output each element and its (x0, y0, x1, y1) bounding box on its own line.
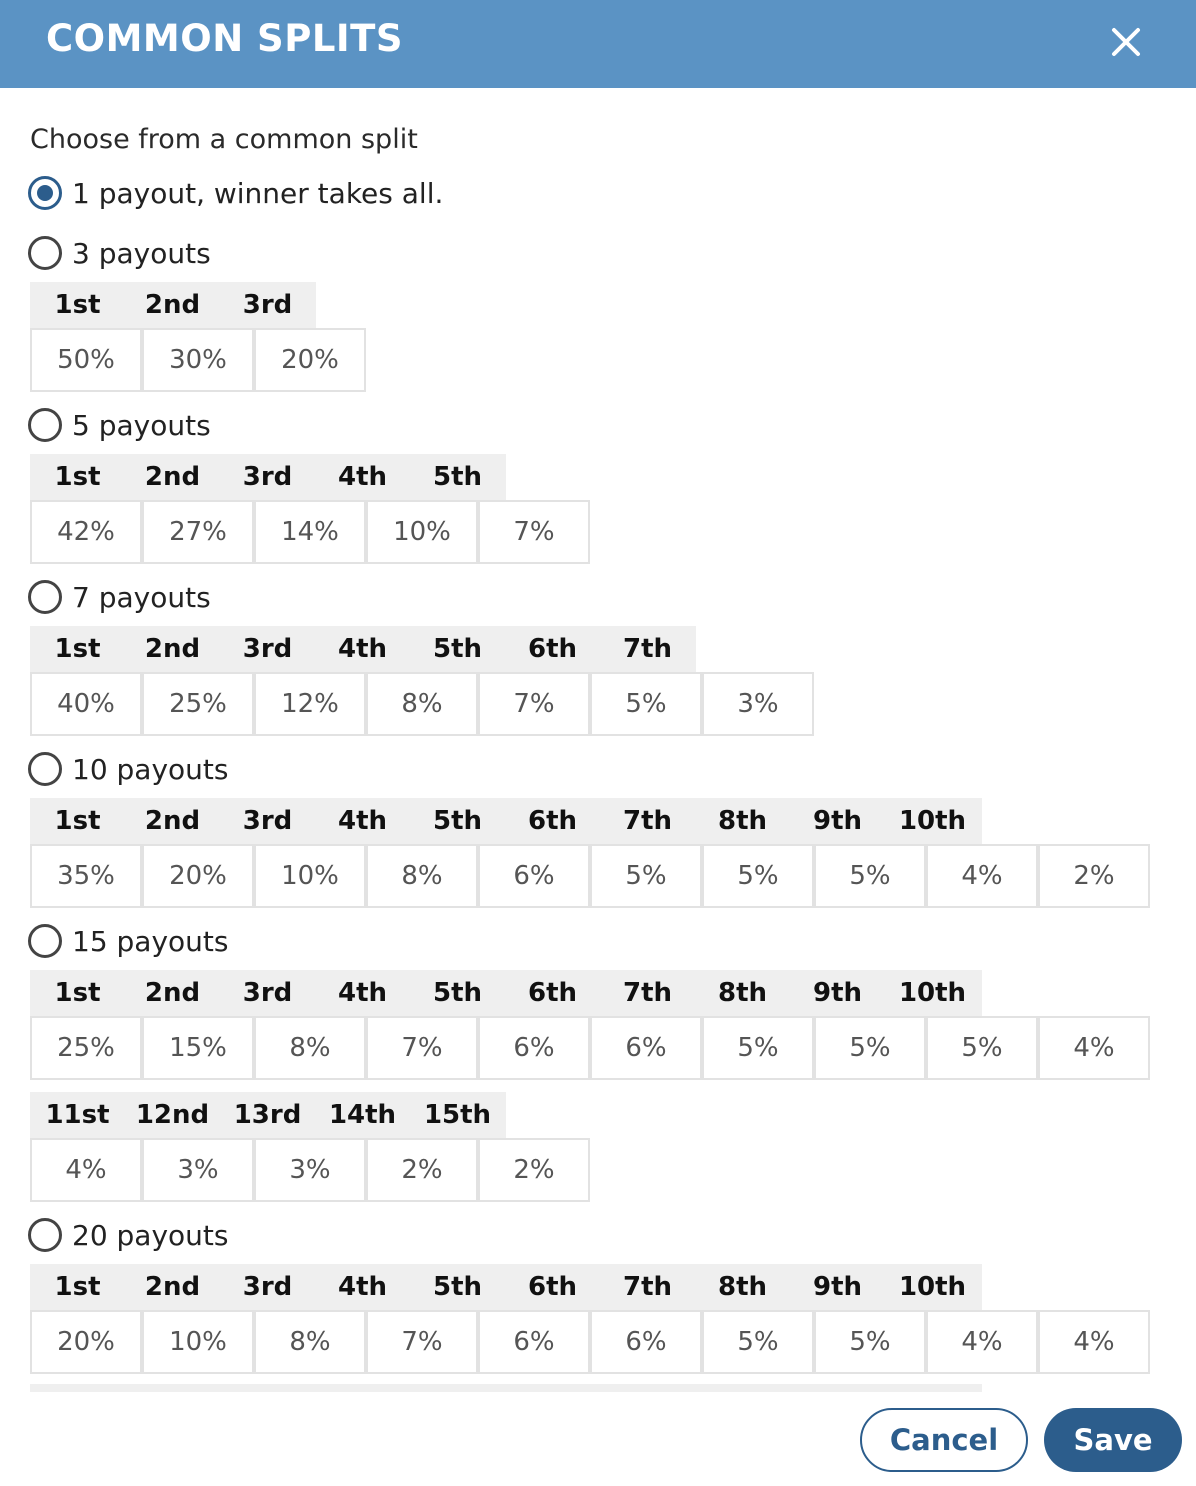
payout-place-header: 4th (337, 978, 388, 1008)
payout-header-row (30, 454, 506, 500)
payout-table (30, 454, 590, 564)
payout-place-header: 9th (812, 806, 863, 836)
payout-percent-cell: 3% (142, 1138, 254, 1202)
payout-place-header: 2nd (144, 978, 201, 1008)
payout-place-header: 1st (54, 806, 101, 836)
payout-place-header: 15th (423, 1100, 492, 1130)
payout-place-header: 6th (527, 634, 578, 664)
payout-place-header: 2nd (144, 634, 201, 664)
payout-percent-cell: 4% (30, 1138, 142, 1202)
payout-percent-cell: 4% (926, 1310, 1038, 1374)
payout-percent-cell: 6% (590, 1310, 702, 1374)
payout-place-header: 6th (527, 978, 578, 1008)
payout-percent-cell: 4% (926, 844, 1038, 908)
payout-header-row (30, 798, 982, 844)
close-icon[interactable] (1104, 20, 1148, 64)
payout-percent-cell: 20% (142, 844, 254, 908)
payout-percent-cell: 35% (30, 844, 142, 908)
payout-place-header: 4th (337, 1272, 388, 1302)
payout-place-header: 3rd (242, 1272, 293, 1302)
payout-percent-cell: 50% (30, 328, 142, 392)
payout-place-header: 2nd (144, 462, 201, 492)
payout-value-row (30, 1310, 1150, 1374)
payout-percent-cell: 12% (254, 672, 366, 736)
payout-place-header: 5th (432, 978, 483, 1008)
split-option-0[interactable] (28, 172, 443, 214)
payout-place-header: 10th (898, 1272, 967, 1302)
payout-place-header: 6th (527, 1272, 578, 1302)
payout-place-header: 10th (898, 806, 967, 836)
payout-place-header: 5th (432, 462, 483, 492)
payout-place-header: 3rd (242, 634, 293, 664)
payout-table (30, 970, 1150, 1080)
payout-place-header: 8th (717, 1272, 768, 1302)
dialog-title: COMMON SPLITS (46, 17, 404, 60)
payout-place-header: 2nd (144, 806, 201, 836)
payout-percent-cell: 2% (1038, 844, 1150, 908)
split-option-6[interactable] (28, 1214, 228, 1256)
payout-percent-cell: 8% (366, 844, 478, 908)
payout-percent-cell: 10% (366, 500, 478, 564)
split-option-4[interactable] (28, 748, 228, 790)
radio-button[interactable] (28, 176, 62, 210)
payout-percent-cell: 20% (254, 328, 366, 392)
split-option-1[interactable] (28, 232, 211, 274)
radio-button[interactable] (28, 924, 62, 958)
payout-percent-cell: 6% (590, 1016, 702, 1080)
payout-percent-cell: 8% (254, 1310, 366, 1374)
payout-value-row (30, 500, 590, 564)
payout-percent-cell: 5% (702, 1310, 814, 1374)
payout-value-row (30, 328, 366, 392)
payout-place-header: 9th (812, 1272, 863, 1302)
payout-percent-cell: 20% (30, 1310, 142, 1374)
payout-place-header: 6th (527, 806, 578, 836)
cancel-button[interactable]: Cancel (860, 1408, 1028, 1472)
radio-button[interactable] (28, 580, 62, 614)
payout-percent-cell: 30% (142, 328, 254, 392)
payout-place-header: 8th (717, 978, 768, 1008)
payout-percent-cell: 8% (366, 672, 478, 736)
payout-place-header: 12nd (135, 1100, 210, 1130)
payout-place-header: 5th (432, 1272, 483, 1302)
payout-place-header: 3rd (242, 806, 293, 836)
payout-percent-cell: 5% (814, 1310, 926, 1374)
payout-value-row (30, 1138, 590, 1202)
radio-button[interactable] (28, 752, 62, 786)
payout-percent-cell: 10% (142, 1310, 254, 1374)
option-label: 3 payouts (72, 236, 211, 270)
radio-button[interactable] (28, 408, 62, 442)
option-label: 10 payouts (72, 752, 229, 786)
payout-percent-cell: 3% (702, 672, 814, 736)
payout-value-row (30, 1016, 1150, 1080)
scroll-overflow-hint (30, 1384, 982, 1392)
payout-percent-cell: 15% (142, 1016, 254, 1080)
payout-table (30, 626, 814, 736)
payout-percent-cell: 10% (254, 844, 366, 908)
payout-percent-cell: 7% (366, 1310, 478, 1374)
payout-percent-cell: 27% (142, 500, 254, 564)
payout-percent-cell: 2% (478, 1138, 590, 1202)
dialog-body[interactable] (0, 88, 1196, 1392)
payout-percent-cell: 6% (478, 1310, 590, 1374)
payout-table (30, 282, 366, 392)
payout-percent-cell: 3% (254, 1138, 366, 1202)
payout-place-header: 1st (54, 290, 101, 320)
payout-percent-cell: 5% (590, 844, 702, 908)
payout-place-header: 9th (812, 978, 863, 1008)
dialog-header (0, 0, 1196, 88)
payout-place-header: 7th (622, 806, 673, 836)
payout-header-row (30, 626, 696, 672)
payout-percent-cell: 7% (478, 672, 590, 736)
payout-percent-cell: 5% (702, 1016, 814, 1080)
payout-percent-cell: 5% (814, 844, 926, 908)
option-label: 15 payouts (72, 924, 229, 958)
payout-percent-cell: 2% (366, 1138, 478, 1202)
payout-place-header: 1st (54, 978, 101, 1008)
payout-place-header: 1st (54, 462, 101, 492)
payout-percent-cell: 25% (30, 1016, 142, 1080)
payout-percent-cell: 4% (1038, 1016, 1150, 1080)
payout-value-row (30, 844, 1150, 908)
payout-percent-cell: 5% (590, 672, 702, 736)
option-label: 20 payouts (72, 1218, 229, 1252)
dialog-footer (0, 1392, 1196, 1486)
payout-place-header: 1st (54, 634, 101, 664)
payout-percent-cell: 42% (30, 500, 142, 564)
payout-percent-cell: 5% (926, 1016, 1038, 1080)
payout-place-header: 11st (45, 1100, 110, 1130)
payout-percent-cell: 40% (30, 672, 142, 736)
prompt-text: Choose from a common split (30, 124, 418, 155)
payout-header-row (30, 282, 316, 328)
payout-percent-cell: 4% (1038, 1310, 1150, 1374)
payout-place-header: 7th (622, 978, 673, 1008)
payout-header-row (30, 1264, 982, 1310)
payout-place-header: 8th (717, 806, 768, 836)
payout-percent-cell: 5% (702, 844, 814, 908)
split-option-2[interactable] (28, 404, 211, 446)
payout-header-row (30, 970, 982, 1016)
payout-percent-cell: 8% (254, 1016, 366, 1080)
payout-place-header: 5th (432, 634, 483, 664)
payout-place-header: 2nd (144, 1272, 201, 1302)
payout-place-header: 1st (54, 1272, 101, 1302)
payout-place-header: 4th (337, 462, 388, 492)
payout-place-header: 2nd (144, 290, 201, 320)
split-option-3[interactable] (28, 576, 211, 618)
radio-button[interactable] (28, 1218, 62, 1252)
payout-place-header: 7th (622, 1272, 673, 1302)
payout-table (30, 1092, 590, 1202)
payout-place-header: 4th (337, 634, 388, 664)
payout-value-row (30, 672, 814, 736)
payout-place-header: 13rd (233, 1100, 302, 1130)
payout-table (30, 798, 1150, 908)
payout-place-header: 3rd (242, 290, 293, 320)
save-button[interactable]: Save (1044, 1408, 1182, 1472)
payout-place-header: 7th (622, 634, 673, 664)
payout-percent-cell: 6% (478, 1016, 590, 1080)
option-label: 5 payouts (72, 408, 211, 442)
payout-table (30, 1264, 1150, 1374)
payout-place-header: 4th (337, 806, 388, 836)
payout-percent-cell: 25% (142, 672, 254, 736)
payout-percent-cell: 14% (254, 500, 366, 564)
payout-percent-cell: 6% (478, 844, 590, 908)
payout-percent-cell: 7% (478, 500, 590, 564)
payout-percent-cell: 5% (814, 1016, 926, 1080)
option-label: 7 payouts (72, 580, 211, 614)
payout-place-header: 10th (898, 978, 967, 1008)
split-option-5[interactable] (28, 920, 228, 962)
payout-place-header: 3rd (242, 462, 293, 492)
payout-header-row (30, 1092, 506, 1138)
option-label: 1 payout, winner takes all. (72, 176, 444, 210)
payout-place-header: 3rd (242, 978, 293, 1008)
payout-place-header: 14th (328, 1100, 397, 1130)
payout-percent-cell: 7% (366, 1016, 478, 1080)
radio-button[interactable] (28, 236, 62, 270)
payout-place-header: 5th (432, 806, 483, 836)
